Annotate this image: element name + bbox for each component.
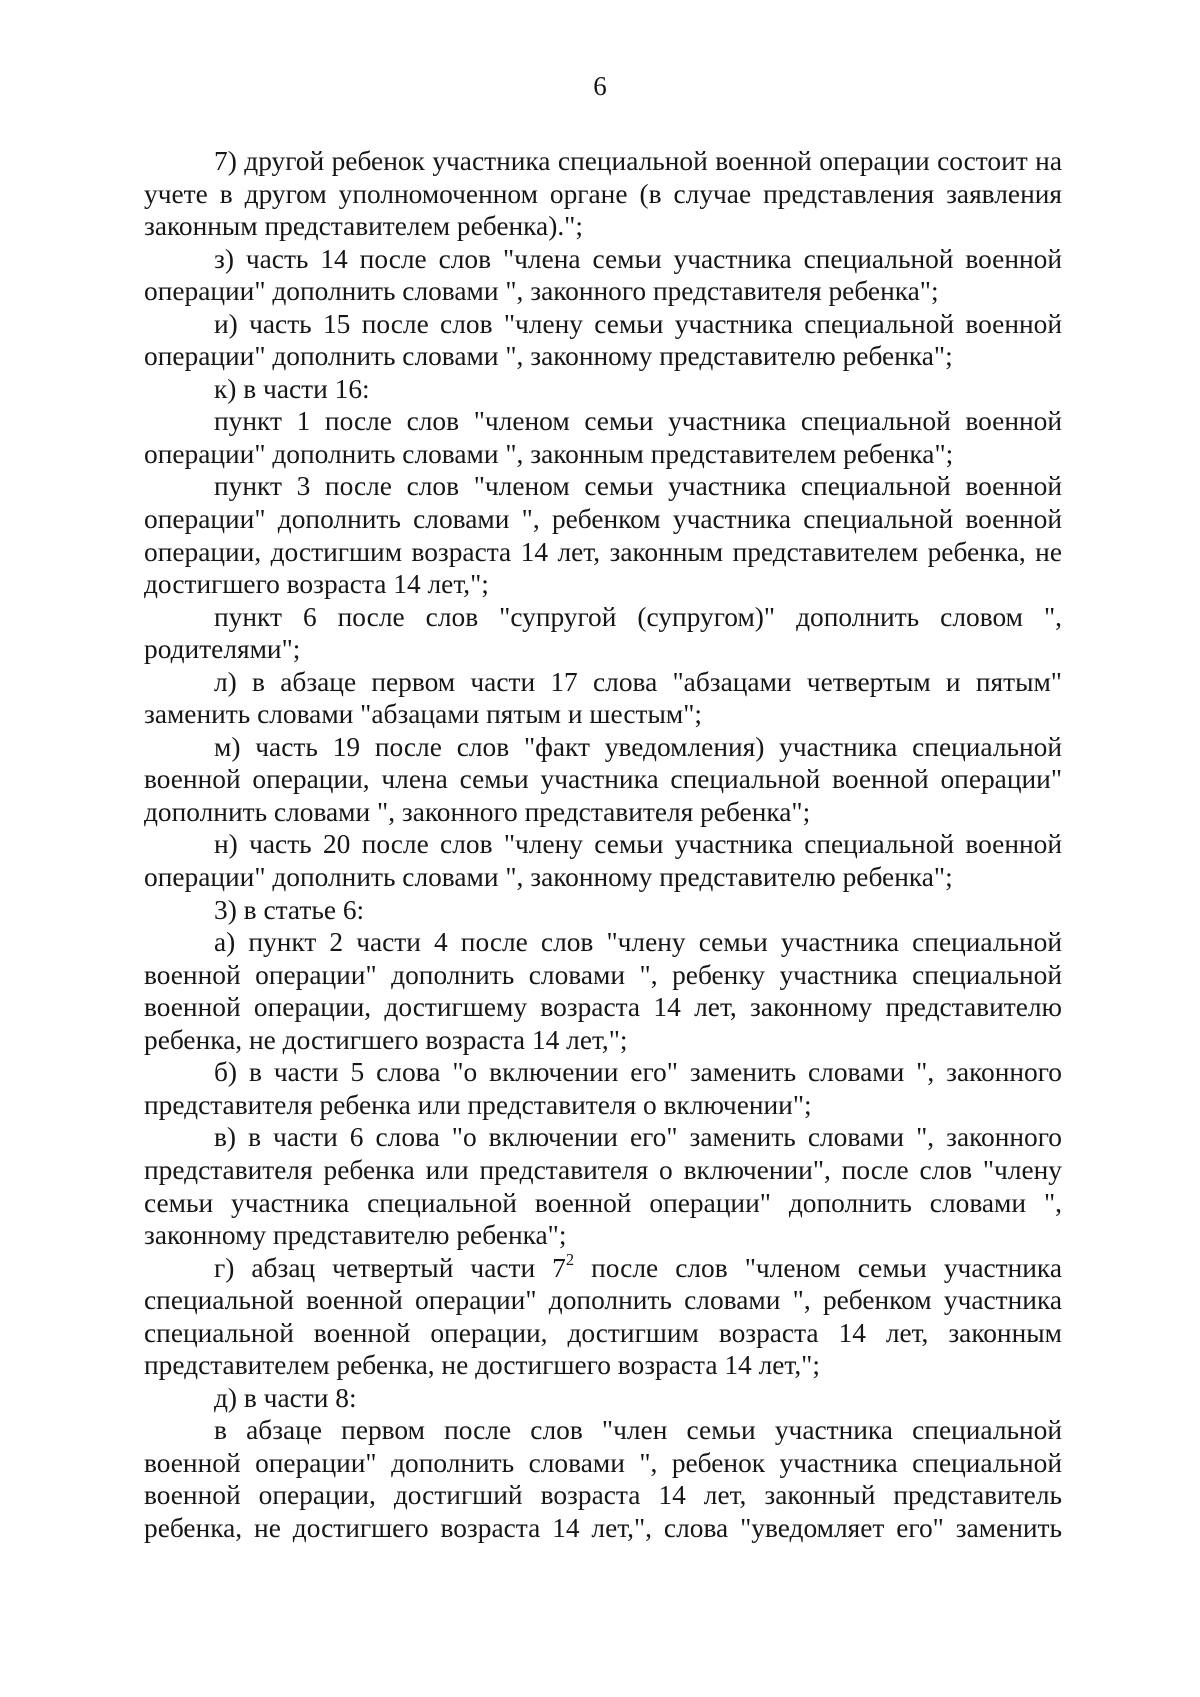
paragraph-3: и) часть 15 после слов "члену семьи участника специальной военной операции" дополнить словами ", законному представителю ребенка";	[144, 308, 1062, 372]
page-number: 6	[593, 71, 607, 101]
paragraph-14: в) в части 6 слова "о включении его" заменить словами ", законного представителя ребенка или представителя о включении", после слов "члену семьи участника специальной военной операции" дополнить словами ", законному представителю ребенка";	[144, 1122, 1062, 1251]
paragraph-6: пункт 3 после слов "членом семьи участника специальной военной операции" дополнить словами ", ребенком участника специальной военной операции, достигшим возраста 14 лет, законным представителем ребенка, не достигшего возраста 14 лет,";	[144, 471, 1062, 600]
paragraph-15-text-before: г) абзац четвертый части 7	[214, 1252, 566, 1283]
superscript: 2	[565, 1249, 575, 1269]
paragraph-5: пункт 1 после слов "членом семьи участника специальной военной операции" дополнить словами ", законным представителем ребенка";	[144, 406, 1062, 469]
paragraph-11: 3) в статье 6:	[214, 894, 365, 925]
document-body	[144, 145, 1062, 1545]
paragraph-10: н) часть 20 после слов "члену семьи участника специальной военной операции" дополнить словами ", законному представителю ребенка";	[144, 829, 1062, 893]
paragraph-13: б) в части 5 слова "о включении его" заменить словами ", законного представителя ребенка или представителя о включении";	[144, 1057, 1062, 1120]
paragraph-7: пункт 6 после слов "супругой (супругом)" дополнить словом ", родителями";	[144, 601, 1062, 665]
paragraph-1: 7) другой ребенок участника специальной военной операции состоит на учете в другом уполномоченном органе (в случае представления заявления законным представителем ребенка).";	[144, 146, 1062, 242]
paragraph-17: в абзаце первом после слов "член семьи участника специальной военной операции" дополнить словами ", ребенок участника специальной военной операции, достигший возраста 14 лет, законный представитель ребенка, не достигшего возраста 14 лет,", слова "уведомляет его" заменить	[144, 1415, 1062, 1543]
paragraph-8: л) в абзаце первом части 17 слова "абзацами четвертым и пятым" заменить словами "абзацами пятым и шестым";	[144, 666, 1062, 730]
paragraph-12: а) пункт 2 части 4 после слов "члену семьи участника специальной военной операции" дополнить словами ", ребенку участника специальной военной операции, достигшему возраста 14 лет, законному представителю ребенка, не достигшего возраста 14 лет,";	[144, 927, 1062, 1055]
paragraph-16: д) в части 8:	[214, 1382, 357, 1413]
paragraph-15-text-after: после слов "членом семьи участника специальной военной операции" дополнить словами ", ребенком участника специальной военной операции, достигшим возраста 14 лет, законным представителем ребенка, не достигшего возраста 14 лет,";	[144, 1252, 1062, 1381]
paragraph-2: з) часть 14 после слов "члена семьи участника специальной военной операции" дополнить словами ", законного представителя ребенка";	[144, 243, 1062, 307]
paragraph-4: к) в части 16:	[214, 373, 370, 404]
paragraph-15	[144, 1249, 1062, 1382]
paragraph-9: м) часть 19 после слов "факт уведомления) участника специальной военной операции, члена семьи участника специальной военной операции" дополнить словами ", законного представителя ребенка";	[144, 731, 1062, 827]
